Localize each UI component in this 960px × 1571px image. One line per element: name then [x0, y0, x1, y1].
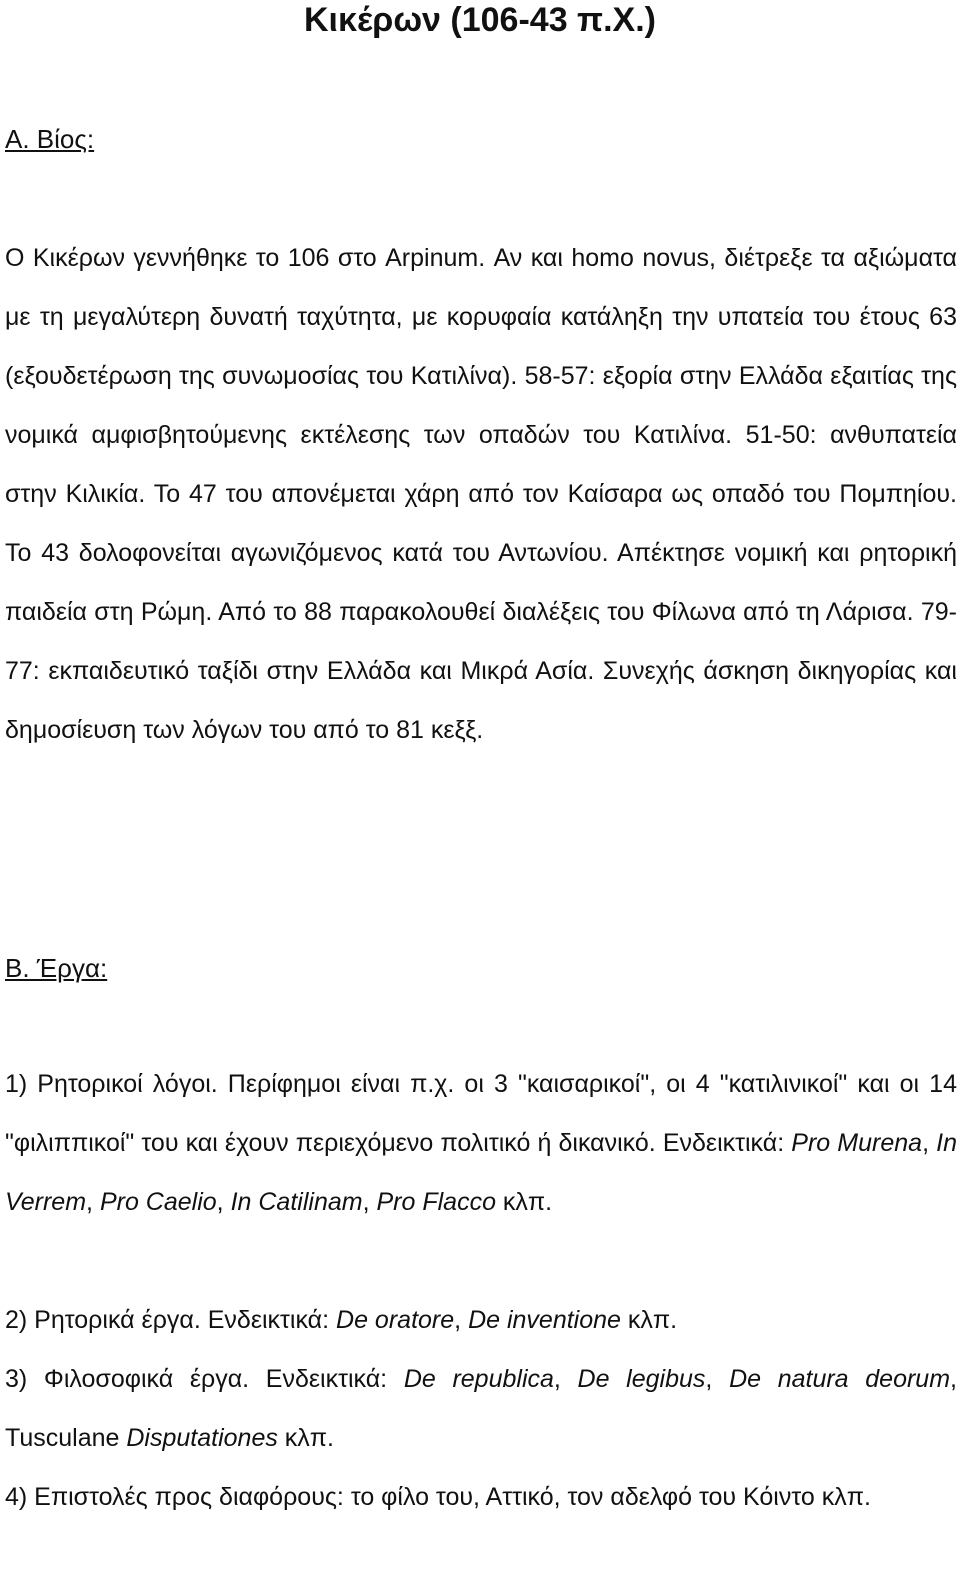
item-text: 1) Ρητορικοί λόγοι. Περίφημοι είναι π.χ. οι 3 "καισαρικοί", οι 4 "κατιλινικοί" και οι 14 "φιλιππικοί" του και έχουν περιεχόμενο πολιτικό ή δικανικό. Ενδεικτικά: — [5, 1070, 957, 1157]
page-title: Κικέρων (106-43 π.Χ.) — [304, 1, 656, 39]
work-title: In Verrem — [5, 1129, 957, 1216]
work-title: Pro Flacco — [376, 1188, 496, 1216]
separator: , — [705, 1365, 730, 1393]
work-title: De legibus — [577, 1365, 706, 1393]
work-title: Disputationes — [126, 1424, 278, 1452]
section-a-text: Ο Κικέρων γεννήθηκε το 106 στο Arpinum. Αν και homo novus, διέτρεξε τα αξιώματα με τη μεγαλύτερη δυνατή ταχύτητα, με κορυφαία κατάληξη την υπατεία του έτους 63 (εξουδετέρωση της συνωμοσίας του Κατιλίνα). 58-57: εξορία στην Ελλάδα εξαιτίας της νομικά αμφισβητούμενης εκτέλεσης των οπαδών του Κατιλίνα. 51-50: ανθυπατεία στην Κιλικία. Το 47 του απονέμεται χάρη από τον Καίσαρα ως οπαδό του Πομπηίου. Το 43 δολοφονείται αγωνιζόμενος κατά του Αντωνίου. Απέκτησε νομική και ρητορική παιδεία στη Ρώμη. Από το 88 παρακολουθεί διαλέξεις του Φίλωνα από τη Λάρισα. 79-77: εκπαιδευτικό ταξίδι στην Ελλάδα και Μικρά Ασία. Συνεχής άσκηση δικηγορίας και δημοσίευση των λόγων του από το 81 κεξξ. — [5, 244, 957, 744]
work-title: De oratore — [336, 1306, 455, 1334]
separator: , — [86, 1188, 100, 1216]
work-title: Pro Murena — [791, 1129, 923, 1157]
separator: , — [454, 1306, 469, 1334]
item-tail: κλπ. — [277, 1424, 334, 1452]
item-tail: κλπ. — [495, 1188, 553, 1216]
work-title: De natura deorum — [729, 1365, 951, 1393]
work-title: Pro Caelio — [99, 1188, 217, 1216]
section-b-heading: Β. Έργα: — [5, 953, 108, 983]
item-tail: κλπ. — [620, 1306, 678, 1334]
separator: , — [216, 1188, 231, 1216]
works-item-philosophical — [5, 1350, 957, 1468]
works-item-rhetorical — [5, 1291, 957, 1350]
works-item-speeches — [5, 1055, 957, 1232]
work-title: De republica — [403, 1365, 554, 1393]
separator: , Tusculane — [5, 1365, 957, 1452]
item-text: 2) Ρητορικά έργα. Ενδεικτικά: — [5, 1306, 337, 1334]
section-a-heading: Α. Βίος: — [5, 124, 95, 154]
works-item-letters: 4) Επιστολές προς διαφόρους: το φίλο του, Αττικό, τον αδελφό του Κόιντο κλπ. — [5, 1483, 871, 1511]
item-text: 3) Φιλοσοφικά έργα. Ενδεικτικά: — [5, 1365, 404, 1393]
work-title: De inventione — [468, 1306, 621, 1334]
work-title: In Catilinam — [230, 1188, 363, 1216]
separator: , — [553, 1365, 578, 1393]
separator: , — [922, 1129, 937, 1157]
separator: , — [362, 1188, 377, 1216]
